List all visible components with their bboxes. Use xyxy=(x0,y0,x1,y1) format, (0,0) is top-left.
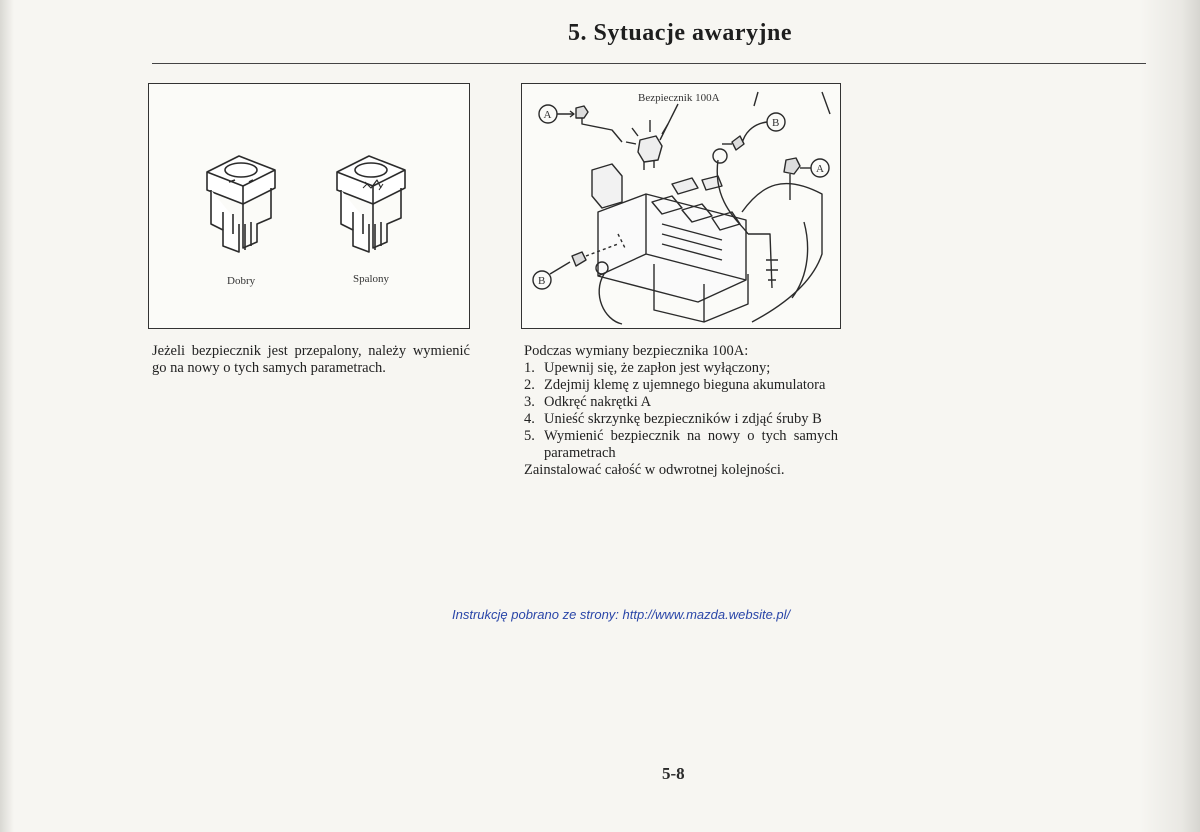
marker-a-right-label: A xyxy=(816,163,824,175)
instructions-intro: Podczas wymiany bezpiecznika 100A: xyxy=(524,343,749,359)
fuse-100a-illustration xyxy=(626,104,678,170)
instructions-closing: Zainstalować całość w odwrotnej kolejności. xyxy=(524,462,785,478)
page-title: 5. Sytuacje awaryjne xyxy=(568,20,792,46)
source-note: Instrukcję pobrano ze strony: http://www.mazda.website.pl/ xyxy=(452,607,791,622)
step-number: 1. xyxy=(524,360,535,376)
fuse-100a-callout: Bezpiecznik 100A xyxy=(638,92,720,104)
instruction-steps xyxy=(524,360,838,462)
page-binding-shadow xyxy=(0,0,14,832)
page-edge-shadow xyxy=(1140,0,1200,832)
step-number: 5. xyxy=(524,428,535,444)
marker-b-top-label: B xyxy=(772,117,780,129)
instruction-step xyxy=(524,411,838,428)
step-text: Odkręć nakrętki A xyxy=(544,394,652,410)
fuse-100a-instructions xyxy=(524,343,838,479)
blown-fuse-illustration xyxy=(337,156,405,252)
instruction-step xyxy=(524,394,838,411)
step-number: 3. xyxy=(524,394,535,410)
step-number: 2. xyxy=(524,377,535,393)
step-text: Unieść skrzynkę bezpieczników i zdjąć śruby B xyxy=(544,411,822,427)
good-fuse-label: Dobry xyxy=(227,275,256,287)
step-text: Zdejmij klemę z ujemnego bieguna akumulatora xyxy=(544,377,826,393)
step-text: Upewnij się, że zapłon jest wyłączony; xyxy=(544,360,771,376)
fuse-box-body xyxy=(592,164,748,322)
good-fuse-illustration xyxy=(207,156,275,252)
marker-a-top-label: A xyxy=(543,109,552,121)
fuse-box-figure xyxy=(521,83,841,329)
instruction-step xyxy=(524,428,838,462)
step-text: Wymienić bezpiecznik na nowy o tych samych parametrach xyxy=(544,428,838,461)
marker-b-bottom-label: B xyxy=(538,275,546,287)
fuse-replacement-note: Jeżeli bezpiecznik jest przepalony, należy wymienić go na nowy o tych samych parametrach. xyxy=(152,343,470,376)
header-divider xyxy=(152,63,1146,64)
fuse-comparison-figure xyxy=(148,83,470,329)
instruction-step xyxy=(524,360,838,377)
instruction-step xyxy=(524,377,838,394)
blown-fuse-label: Spalony xyxy=(353,273,390,285)
page-number: 5-8 xyxy=(662,764,685,783)
step-number: 4. xyxy=(524,411,535,427)
